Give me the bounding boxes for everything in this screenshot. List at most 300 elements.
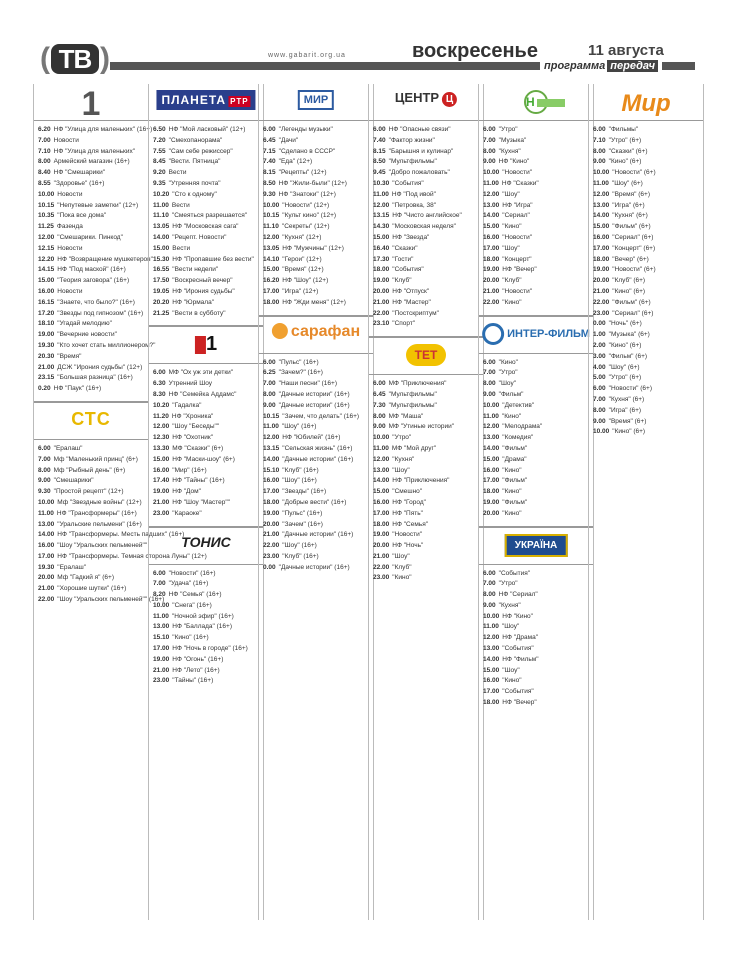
- program-time: 17.00: [483, 688, 500, 696]
- program-row: [373, 466, 479, 477]
- program-title: "Культ кино" (12+): [282, 212, 337, 220]
- program-title: НФ "Чисто английское": [392, 212, 462, 220]
- program-time: 21.00: [263, 531, 280, 539]
- program-title: "Рецепт. Новости": [172, 233, 227, 241]
- program-row: [153, 190, 259, 201]
- program-row: [373, 168, 479, 179]
- section-label: [540, 60, 662, 72]
- program-title: "Мультфильмы": [388, 158, 437, 166]
- program-row: [483, 644, 589, 655]
- program-title: "Шоу" (6+): [611, 179, 643, 187]
- program-row: [483, 190, 589, 201]
- program-row: [38, 276, 144, 287]
- program-time: 8.50: [373, 158, 386, 166]
- program-title: "Ночной эфир" (16+): [171, 612, 234, 620]
- channel-logo-badge: Ц: [442, 92, 457, 107]
- program-title: "Сериал" (6+): [612, 233, 654, 241]
- program-row: [593, 179, 699, 190]
- program-row: [373, 455, 479, 466]
- program-row: [373, 201, 479, 212]
- program-row: [483, 287, 589, 298]
- program-time: 20.20: [153, 298, 170, 306]
- program-title: "Вечерние новости": [57, 331, 117, 339]
- program-row: [38, 530, 185, 541]
- program-time: 12.00: [373, 201, 390, 209]
- section-label-text: программа: [544, 60, 606, 72]
- program-title: НФ "Под маской" (16+): [57, 266, 126, 274]
- channel-logo: [195, 333, 217, 356]
- program-time: 20.30: [38, 352, 55, 360]
- program-title: НФ "Сказки": [501, 179, 539, 187]
- program-row: [263, 390, 369, 401]
- program-title: "Пульс" (16+): [282, 509, 323, 517]
- program-title: "Сельская жизнь" (16+): [282, 444, 353, 452]
- program-time: 7.40: [263, 158, 276, 166]
- program-title: Мф "Рыбный день" (6+): [53, 466, 126, 474]
- program-row: [483, 233, 589, 244]
- program-row: [263, 255, 369, 266]
- channel-header: [479, 84, 593, 121]
- program-title: "Мир" (16+): [172, 466, 207, 474]
- program-title: "Кино" (6+): [612, 428, 646, 436]
- program-time: 17.00: [373, 509, 390, 517]
- program-time: 19.00: [153, 655, 170, 663]
- program-time: 12.00: [593, 190, 610, 198]
- program-title: "Кино": [498, 358, 518, 366]
- program-row: [593, 395, 699, 406]
- program-title: "Дачные истории" (16+): [282, 531, 354, 539]
- channel-logo: [406, 344, 446, 366]
- program-time: 10.00: [38, 498, 55, 506]
- program-time: 14.00: [483, 655, 500, 663]
- program-time: 14.00: [593, 212, 610, 220]
- channel-logo-text: ТЕТ: [414, 348, 438, 363]
- program-list: [34, 125, 156, 395]
- program-row: [593, 319, 699, 330]
- program-title: "Дачные истории" (16+): [278, 390, 350, 398]
- program-row: [38, 573, 144, 584]
- program-row: [153, 455, 259, 466]
- program-time: 13.00: [483, 201, 500, 209]
- program-row: [483, 125, 589, 136]
- program-time: 6.00: [153, 369, 166, 377]
- program-row: [593, 287, 699, 298]
- schedule-column: [478, 84, 594, 920]
- program-title: "Здоровье" (16+): [53, 179, 105, 187]
- program-time: 6.00: [263, 126, 276, 133]
- program-list: [479, 125, 593, 309]
- program-row: [153, 276, 259, 287]
- program-time: 7.00: [263, 380, 276, 388]
- program-time: 21.25: [153, 309, 170, 317]
- program-time: 13.05: [263, 244, 280, 252]
- program-row: [153, 444, 259, 455]
- program-time: 9.00: [593, 158, 606, 166]
- program-row: [373, 125, 479, 136]
- program-time: 15.00: [153, 455, 170, 463]
- program-row: [263, 276, 369, 287]
- program-row: [153, 676, 259, 687]
- program-time: 23.00: [153, 509, 170, 517]
- program-time: 10.00: [38, 190, 55, 198]
- program-row: [38, 233, 144, 244]
- schedule-column: [588, 84, 704, 920]
- program-title: "Теория заговора" (16+): [57, 277, 130, 285]
- channel-header: [34, 84, 148, 121]
- program-row: [153, 498, 259, 509]
- k1-logo-text: 1: [205, 333, 218, 356]
- program-title: МФ "Сказки" (6+): [172, 444, 224, 452]
- program-time: 6.00: [373, 380, 386, 388]
- program-row: [153, 309, 259, 320]
- program-row: [373, 319, 479, 330]
- channel-logo: [395, 90, 457, 107]
- program-row: [263, 433, 369, 444]
- program-time: 8.20: [153, 591, 166, 599]
- program-title: НФ "Приключения": [392, 477, 450, 485]
- program-time: 15.00: [153, 244, 170, 252]
- program-row: [483, 666, 589, 677]
- program-row: [483, 255, 589, 266]
- program-time: 8.00: [593, 147, 606, 155]
- program-row: [38, 541, 148, 552]
- program-list: [369, 125, 483, 330]
- program-row: [593, 222, 699, 233]
- program-time: 10.30: [373, 179, 390, 187]
- program-row: [593, 201, 699, 212]
- program-row: [483, 433, 589, 444]
- program-time: 17.00: [593, 244, 610, 252]
- program-time: 18.00: [593, 255, 610, 263]
- program-row: [483, 466, 589, 477]
- program-title: "Кино" (16+): [172, 634, 209, 642]
- program-time: 13.30: [153, 444, 170, 452]
- program-row: [153, 487, 259, 498]
- program-title: НФ "Звезда": [392, 233, 430, 241]
- program-row: [153, 509, 259, 520]
- program-row: [593, 190, 699, 201]
- program-row: [153, 476, 259, 487]
- program-row: [263, 422, 369, 433]
- program-list: [149, 368, 263, 519]
- program-row: [263, 401, 369, 412]
- program-row: [38, 309, 144, 320]
- program-title: "Клуб" (16+): [282, 466, 319, 474]
- program-row: [263, 466, 369, 477]
- program-row: [263, 244, 369, 255]
- program-time: 11.10: [263, 223, 279, 231]
- program-row: [483, 633, 589, 644]
- program-row: [38, 179, 144, 190]
- channel-logo-text: ЦЕНТР: [394, 90, 440, 105]
- program-time: 15.00: [483, 455, 500, 463]
- program-row: [373, 211, 479, 222]
- program-row: [593, 265, 699, 276]
- program-title: НФ "Охотник": [172, 434, 214, 442]
- program-row: [153, 125, 259, 136]
- program-time: 15.00: [483, 223, 500, 231]
- program-time: 6.00: [373, 126, 386, 133]
- program-title: "Уральские пельмени" (16+): [57, 520, 142, 528]
- program-title: "Фильм": [498, 390, 524, 398]
- program-time: 12.00: [483, 190, 500, 198]
- program-title: "Шоу": [392, 466, 410, 474]
- schedule-column: [148, 84, 264, 920]
- program-title: "Время" (6+): [612, 190, 650, 198]
- program-title: Новости: [53, 136, 79, 144]
- program-row: [263, 157, 369, 168]
- program-title: "Кино" (6+): [612, 287, 646, 295]
- program-row: [483, 244, 589, 255]
- program-row: [373, 265, 479, 276]
- program-title: "Хорошие шутки" (16+): [57, 585, 127, 593]
- program-title: НФ "Жили-были" (12+): [278, 179, 347, 187]
- program-title: МФ "Маша": [388, 412, 424, 420]
- program-time: 14.00: [483, 444, 500, 452]
- program-title: "Гости": [392, 255, 414, 263]
- program-time: 6.00: [483, 358, 496, 366]
- program-row: [593, 168, 699, 179]
- program-title: "Воскресный вечер": [172, 277, 233, 285]
- program-title: Мф "Маленький принц" (6+): [53, 455, 138, 463]
- program-title: "Фильмы": [608, 126, 639, 133]
- program-title: НФ "Московская сага": [172, 223, 239, 231]
- program-time: 14.00: [263, 455, 280, 463]
- program-title: "Фильм": [502, 444, 528, 452]
- program-title: "Клуб" (6+): [612, 277, 646, 285]
- program-time: 10.00: [593, 169, 610, 177]
- program-time: 16.40: [373, 244, 390, 252]
- program-row: [153, 612, 259, 623]
- program-time: 12.30: [153, 434, 170, 442]
- program-title: "Зачем" (16+): [282, 520, 323, 528]
- program-row: [263, 520, 369, 531]
- program-row: [38, 595, 165, 606]
- program-time: 18.00: [483, 255, 500, 263]
- program-title: НФ "Семья": [392, 520, 429, 528]
- program-row: [483, 168, 589, 179]
- program-title: "Вести. Пятница": [168, 158, 221, 166]
- program-title: "Кино" (6+): [608, 341, 642, 349]
- program-row: [373, 520, 479, 531]
- program-title: НФ "Вечер": [502, 699, 537, 707]
- program-row: [373, 298, 479, 309]
- program-time: 19.00: [38, 331, 55, 339]
- program-row: [153, 590, 259, 601]
- channel-logo: [71, 409, 111, 430]
- program-time: 23.15: [38, 374, 55, 382]
- program-title: НФ "Трансформеры. Месть падших" (16+): [57, 531, 185, 539]
- program-time: 1.00: [593, 331, 606, 339]
- program-title: "Ералаш": [57, 563, 87, 571]
- program-time: 12.00: [263, 233, 280, 241]
- channel-header: [479, 315, 593, 354]
- program-title: "Угадай мелодию": [57, 320, 112, 328]
- program-row: [483, 368, 589, 379]
- program-title: "Вести недели": [172, 266, 219, 274]
- program-row: [373, 390, 479, 401]
- channel-header: [149, 526, 263, 565]
- program-row: [373, 573, 479, 584]
- program-title: НФ "Семья" (16+): [168, 591, 222, 599]
- program-title: "Тайны" (16+): [172, 677, 214, 685]
- program-row: [153, 265, 259, 276]
- program-title: "Добро пожаловать": [388, 169, 450, 177]
- program-row: [153, 401, 259, 412]
- program-title: "Новости" (16+): [168, 569, 216, 577]
- program-row: [373, 287, 479, 298]
- program-title: "Спорт": [392, 320, 416, 328]
- program-row: [593, 330, 699, 341]
- program-title: "Снега" (16+): [172, 601, 212, 609]
- program-row: [373, 476, 479, 487]
- program-time: 7.20: [153, 136, 166, 144]
- program-time: 8.55: [38, 179, 51, 187]
- program-title: "Шоу" (16+): [282, 477, 317, 485]
- program-row: [38, 147, 144, 158]
- program-row: [373, 530, 479, 541]
- program-row: [263, 179, 369, 190]
- program-time: 16.00: [373, 498, 390, 506]
- program-title: "Московская неделя": [392, 223, 456, 231]
- program-row: [153, 601, 259, 612]
- program-row: [483, 157, 589, 168]
- program-time: 10.00: [483, 612, 500, 620]
- program-time: 11.00: [483, 623, 499, 631]
- program-row: [263, 190, 369, 201]
- program-title: "Кино" (6+): [608, 158, 642, 166]
- program-time: 20.00: [373, 287, 390, 295]
- program-row: [263, 125, 369, 136]
- program-time: 14.00: [153, 233, 170, 241]
- program-title: Мф "Гадкий я" (6+): [57, 574, 115, 582]
- program-title: "Вечер" (6+): [612, 255, 649, 263]
- program-row: [593, 136, 699, 147]
- program-title: "Новости" (6+): [612, 169, 656, 177]
- program-title: НФ "Шоу" (12+): [282, 277, 329, 285]
- program-time: 7.10: [38, 147, 51, 155]
- section-label-highlight: передач: [607, 60, 658, 72]
- program-time: 12.00: [373, 455, 390, 463]
- program-row: [38, 476, 144, 487]
- program-row: [38, 584, 144, 595]
- program-row: [483, 601, 589, 612]
- program-title: "Сериал" (6+): [612, 309, 654, 317]
- program-title: НФ "Трансформеры" (16+): [56, 509, 137, 517]
- program-time: 14.00: [483, 212, 500, 220]
- program-row: [593, 384, 699, 395]
- program-time: 19.05: [153, 287, 170, 295]
- program-time: 19.00: [153, 488, 170, 496]
- program-row: [153, 622, 259, 633]
- channel-logo: [156, 90, 255, 110]
- program-row: [153, 466, 259, 477]
- program-row: [263, 368, 369, 379]
- channel-logo: [505, 534, 568, 557]
- program-time: 23.00: [373, 574, 390, 582]
- program-time: 2.00: [593, 341, 606, 349]
- program-row: [38, 298, 144, 309]
- program-time: 8.15: [263, 169, 276, 177]
- program-time: 13.00: [593, 201, 610, 209]
- program-time: 9.45: [373, 169, 386, 177]
- program-time: 7.00: [38, 136, 51, 144]
- program-time: 15.00: [263, 266, 280, 274]
- program-time: 18.00: [373, 266, 390, 274]
- channel-logo: [181, 534, 231, 550]
- program-time: 16.00: [483, 233, 500, 241]
- program-time: 21.00: [38, 363, 55, 371]
- program-title: НФ "Юрмала": [172, 298, 215, 306]
- channel-logo-badge: РТР: [230, 97, 249, 106]
- program-row: [153, 569, 259, 580]
- program-row: [263, 147, 369, 158]
- program-list: [259, 358, 373, 574]
- program-title: "Шоу": [502, 244, 520, 252]
- program-title: "Музыка": [498, 136, 527, 144]
- program-time: 20.00: [483, 509, 500, 517]
- program-time: 21.00: [373, 298, 390, 306]
- program-title: "Пульс" (16+): [278, 358, 319, 366]
- program-time: 23.10: [373, 320, 390, 328]
- program-title: НФ "Маски-шоу" (6+): [172, 455, 235, 463]
- program-time: 7.30: [373, 401, 386, 409]
- program-title: "Кухня": [498, 601, 521, 609]
- program-title: "Комедия": [502, 434, 534, 442]
- program-time: 16.00: [263, 477, 280, 485]
- program-row: [373, 487, 479, 498]
- program-row: [38, 384, 144, 395]
- program-time: 11.00: [483, 412, 499, 420]
- channel-header: [369, 336, 483, 375]
- program-row: [593, 427, 699, 438]
- program-title: "Клуб" (16+): [282, 552, 319, 560]
- program-time: 18.00: [263, 498, 280, 506]
- program-title: НФ "Смешарики": [53, 169, 106, 177]
- program-time: 0.00: [593, 320, 606, 328]
- program-row: [263, 455, 369, 466]
- program-row: [483, 211, 589, 222]
- program-row: [373, 422, 479, 433]
- program-title: "Концерт" (6+): [612, 244, 656, 252]
- program-row: [153, 579, 259, 590]
- program-title: "Шоу": [502, 666, 520, 674]
- program-row: [263, 552, 369, 563]
- program-row: [483, 498, 589, 509]
- program-title: "Новости": [392, 531, 423, 539]
- program-time: 7.55: [153, 147, 166, 155]
- program-row: [483, 298, 589, 309]
- program-time: 21.00: [593, 287, 610, 295]
- program-time: 18.10: [38, 320, 55, 328]
- program-time: 11.00: [153, 201, 169, 209]
- channel-logo: [298, 90, 334, 110]
- program-time: 14.00: [373, 477, 390, 485]
- program-time: 8.00: [373, 412, 386, 420]
- program-time: 11.00: [483, 179, 499, 187]
- program-title: "Новости" (12+): [282, 201, 330, 209]
- program-time: 6.00: [483, 126, 496, 133]
- program-time: 11.25: [38, 223, 54, 231]
- program-row: [483, 358, 589, 369]
- program-time: 14.30: [373, 223, 390, 231]
- program-title: "Кухня" (6+): [608, 395, 645, 403]
- program-row: [153, 201, 259, 212]
- tv-logo: [40, 42, 108, 76]
- program-title: НФ "Шоу "Мастер"": [172, 498, 230, 506]
- program-title: НФ "Мой ласковый" (12+): [168, 126, 246, 133]
- program-title: НФ "Трансформеры. Темная сторона Луны" (12+): [57, 552, 207, 560]
